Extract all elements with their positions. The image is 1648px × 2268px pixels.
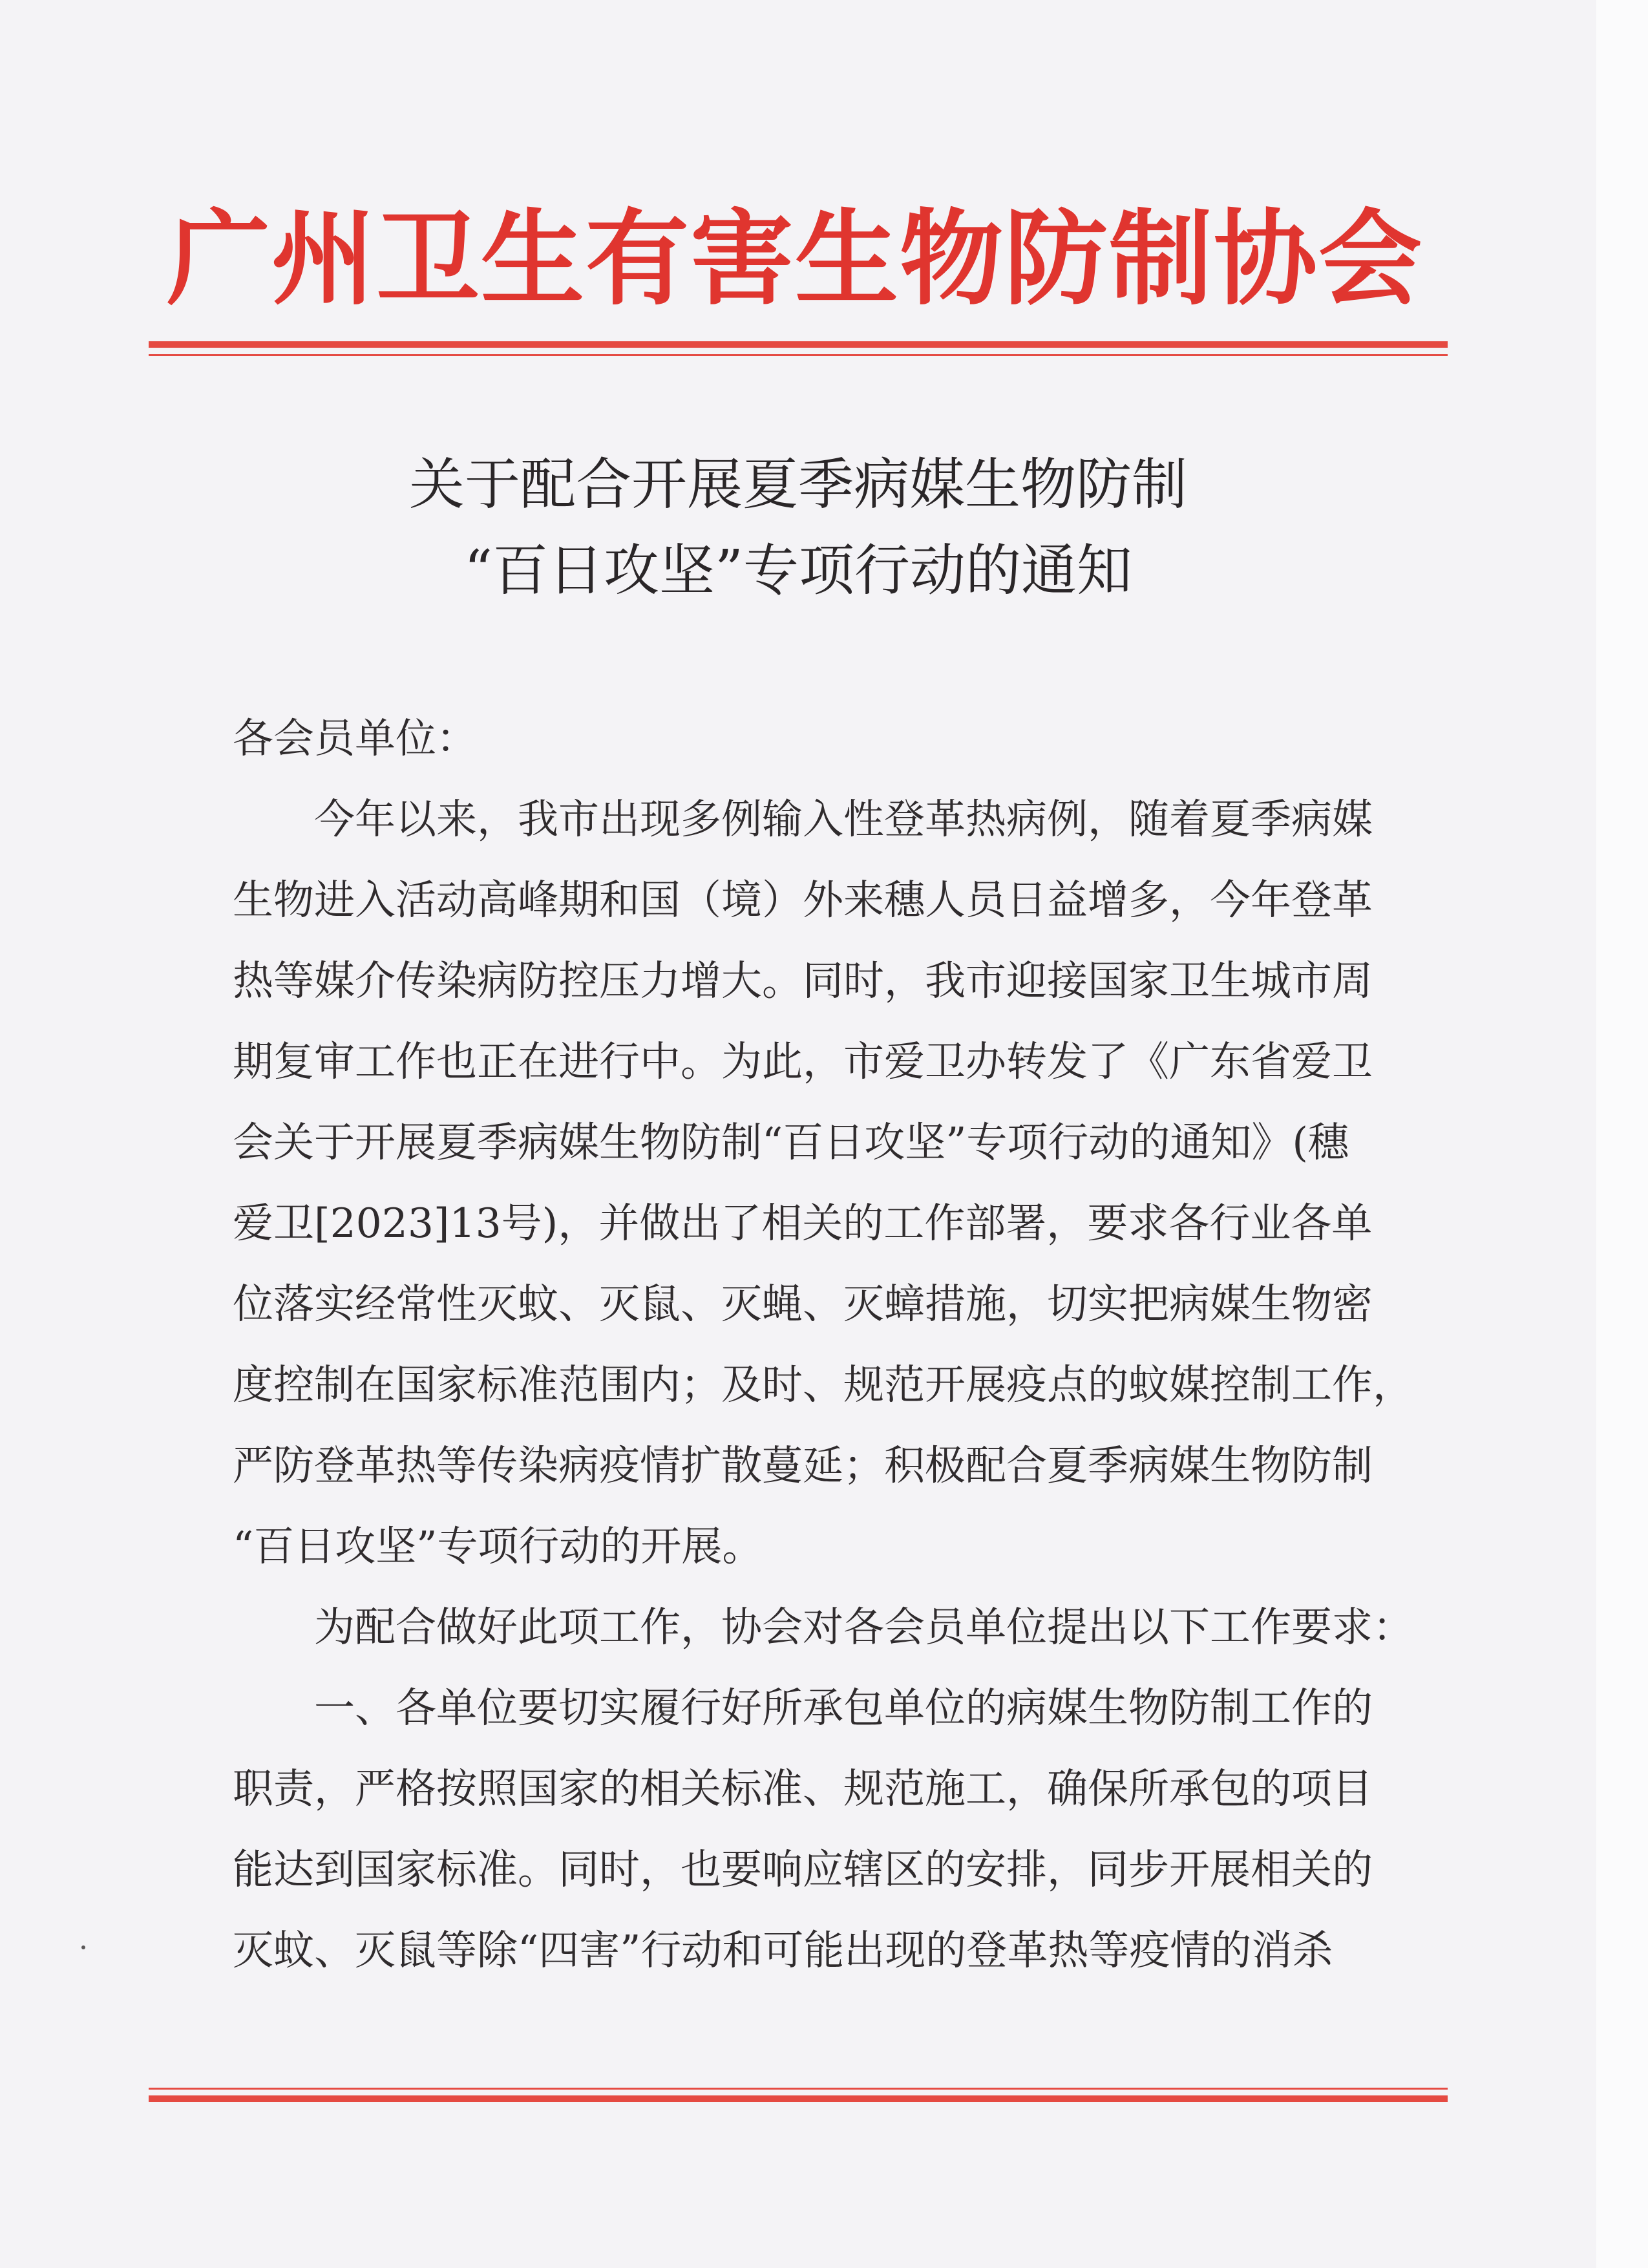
organization-letterhead: 广州卫生有害生物防制协会: [166, 198, 1423, 319]
paragraph-line: 生物进入活动高峰期和国（境）外来穗人员日益增多，今年登革: [233, 876, 1373, 924]
scan-margin: [1596, 0, 1648, 2268]
letterhead-rule-thick: [149, 341, 1448, 348]
paragraph-line: 灭蚊、灭鼠等除“四害”行动和可能出现的登革热等疫情的消杀: [233, 1927, 1333, 1974]
notice-title-line-1: 关于配合开展夏季病媒生物防制: [409, 452, 1187, 517]
paragraph-line: 期复审工作也正在进行中。为此，市爱卫办转发了《广东省爱卫: [233, 1038, 1373, 1085]
paragraph-line: 职责，严格按照国家的相关标准、规范施工，确保所承包的项目: [233, 1765, 1373, 1812]
paragraph-line: 今年以来，我市出现多例输入性登革热病例，随着夏季病媒: [314, 796, 1373, 843]
notice-body: [233, 698, 1413, 1991]
notice-title-line-2: “百日攻坚”专项行动的通知: [464, 538, 1132, 603]
paragraph-line: 位落实经常性灭蚊、灭鼠、灭蝇、灭蟑措施，切实把病媒生物密: [233, 1280, 1373, 1328]
paragraph-line: 严防登革热等传染病疫情扩散蔓延；积极配合夏季病媒生物防制: [233, 1442, 1373, 1489]
paragraph-line: 会关于开展夏季病媒生物防制“百日攻坚”专项行动的通知》(穗: [233, 1119, 1349, 1166]
paragraph-line: 一、各单位要切实履行好所承包单位的病媒生物防制工作的: [314, 1684, 1373, 1732]
salutation: 各会员单位：: [233, 715, 477, 762]
paragraph-line: 爱卫[2023]13号)，并做出了相关的工作部署，要求各行业各单: [233, 1200, 1373, 1247]
paragraph-line: 热等媒介传染病防控压力增大。同时，我市迎接国家卫生城市周: [233, 957, 1373, 1004]
paragraph-line: 能达到国家标准。同时，也要响应辖区的安排，同步开展相关的: [233, 1846, 1373, 1893]
paragraph-line: 为配合做好此项工作，协会对各会员单位提出以下工作要求：: [314, 1604, 1413, 1651]
paragraph-line: 度控制在国家标准范围内；及时、规范开展疫点的蚊媒控制工作，: [233, 1361, 1413, 1408]
letterhead-rule-thin: [149, 354, 1448, 356]
ink-speck: [81, 1945, 85, 1949]
footer-rule-thick: [149, 2095, 1448, 2102]
paragraph-line: “百日攻坚”专项行动的开展。: [233, 1523, 763, 1570]
footer-rule-thin: [149, 2088, 1448, 2090]
